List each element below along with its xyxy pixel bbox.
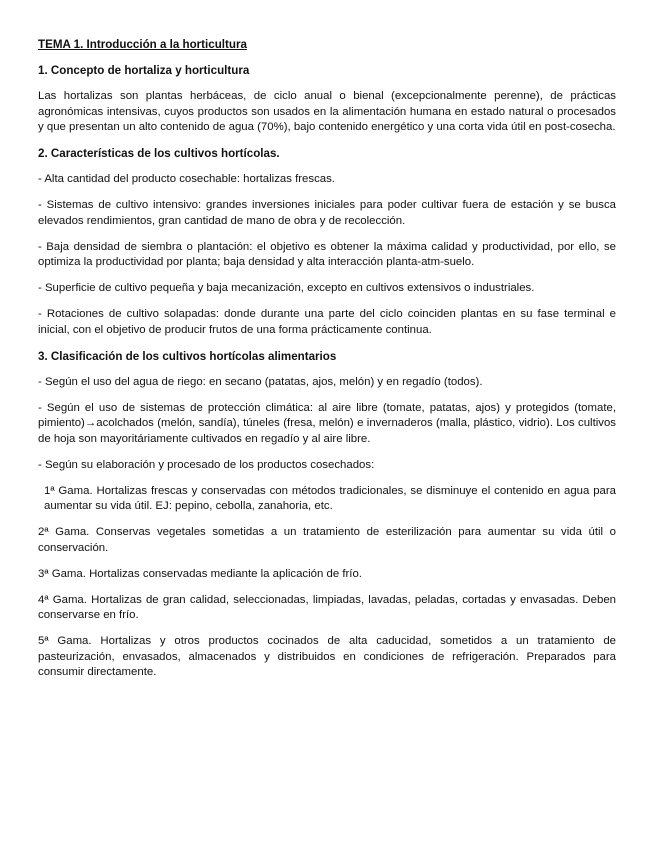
gama-paragraph: 2ª Gama. Conservas vegetales sometidas a un tratamiento de esterilización para aumentar su vida útil o conservación. <box>38 526 616 554</box>
paragraph: - Sistemas de cultivo intensivo: grandes inversiones iniciales para poder cultivar fuera de estación y se busca elevados rendimientos, gran cantidad de mano de obra y de recolección. <box>38 199 616 227</box>
section-heading: 2. Características de los cultivos hortícolas. <box>38 147 280 161</box>
paragraph: - Según su elaboración y procesado de los productos cosechados: <box>38 458 375 471</box>
paragraph: - Según el uso de sistemas de protección climática: al aire libre (tomate, patatas, ajos) y protegidos (tomate, pimiento)→acolchados (melón, sandía), túneles (fresa, melón) e invernaderos (malla, plástico, vidrio). Los cultivos de hoja son mayoritáriamente cultivados en regadío y al aire libre. <box>38 402 616 445</box>
gama-paragraph: 1ª Gama. Hortalizas frescas y conservadas con métodos tradicionales, se disminuye el contenido en agua para aumentar su vida útil. EJ: pepino, cebolla, zanahoria, etc. <box>44 485 616 513</box>
paragraph: - Rotaciones de cultivo solapadas: donde durante una parte del ciclo coinciden plantas en su fase terminal e inicial, con el objetivo de producir frutos de una forma prácticamente continua. <box>38 308 616 336</box>
document-page <box>38 37 616 691</box>
paragraph: - Superficie de cultivo pequeña y baja mecanización, excepto en cultivos extensivos o industriales. <box>38 282 535 295</box>
gama-paragraph: 4ª Gama. Hortalizas de gran calidad, seleccionadas, limpiadas, lavadas, peladas, cortadas y envasadas. Deben conservarse en frío. <box>38 594 616 622</box>
paragraph: - Alta cantidad del producto cosechable: hortalizas frescas. <box>38 173 335 186</box>
paragraph: - Baja densidad de siembra o plantación: el objetivo es obtener la máxima calidad y productividad, por ello, se optimiza la productividad por planta; baja densidad y alta interacción planta-atm-suelo. <box>38 240 616 269</box>
paragraph: Las hortalizas son plantas herbáceas, de ciclo anual o bienal (excepcionalmente perenne), de prácticas agronómicas intensivas, cuyos productos son usados en la alimentación humana en estado natural o procesados y que presentan un alto contenido de agua (70%), bajo contenido energético y una corta vida útil en post-cosecha. <box>38 90 616 133</box>
section-heading: 1. Concepto de hortaliza y horticultura <box>38 64 250 78</box>
gama-paragraph: 5ª Gama. Hortalizas y otros productos cocinados de alta caducidad, sometidos a un tratamiento de pasteurización, envasados, almacenados y distribuidos en condiciones de refrigeración. Preparados para consumir directamente. <box>38 635 616 678</box>
paragraph: - Según el uso del agua de riego: en secano (patatas, ajos, melón) y en regadío (todos). <box>38 376 483 389</box>
document-title: TEMA 1. Introducción a la horticultura <box>38 38 247 51</box>
section-heading: 3. Clasificación de los cultivos hortícolas alimentarios <box>38 349 337 363</box>
gama-paragraph: 3ª Gama. Hortalizas conservadas mediante la aplicación de frío. <box>38 567 362 580</box>
